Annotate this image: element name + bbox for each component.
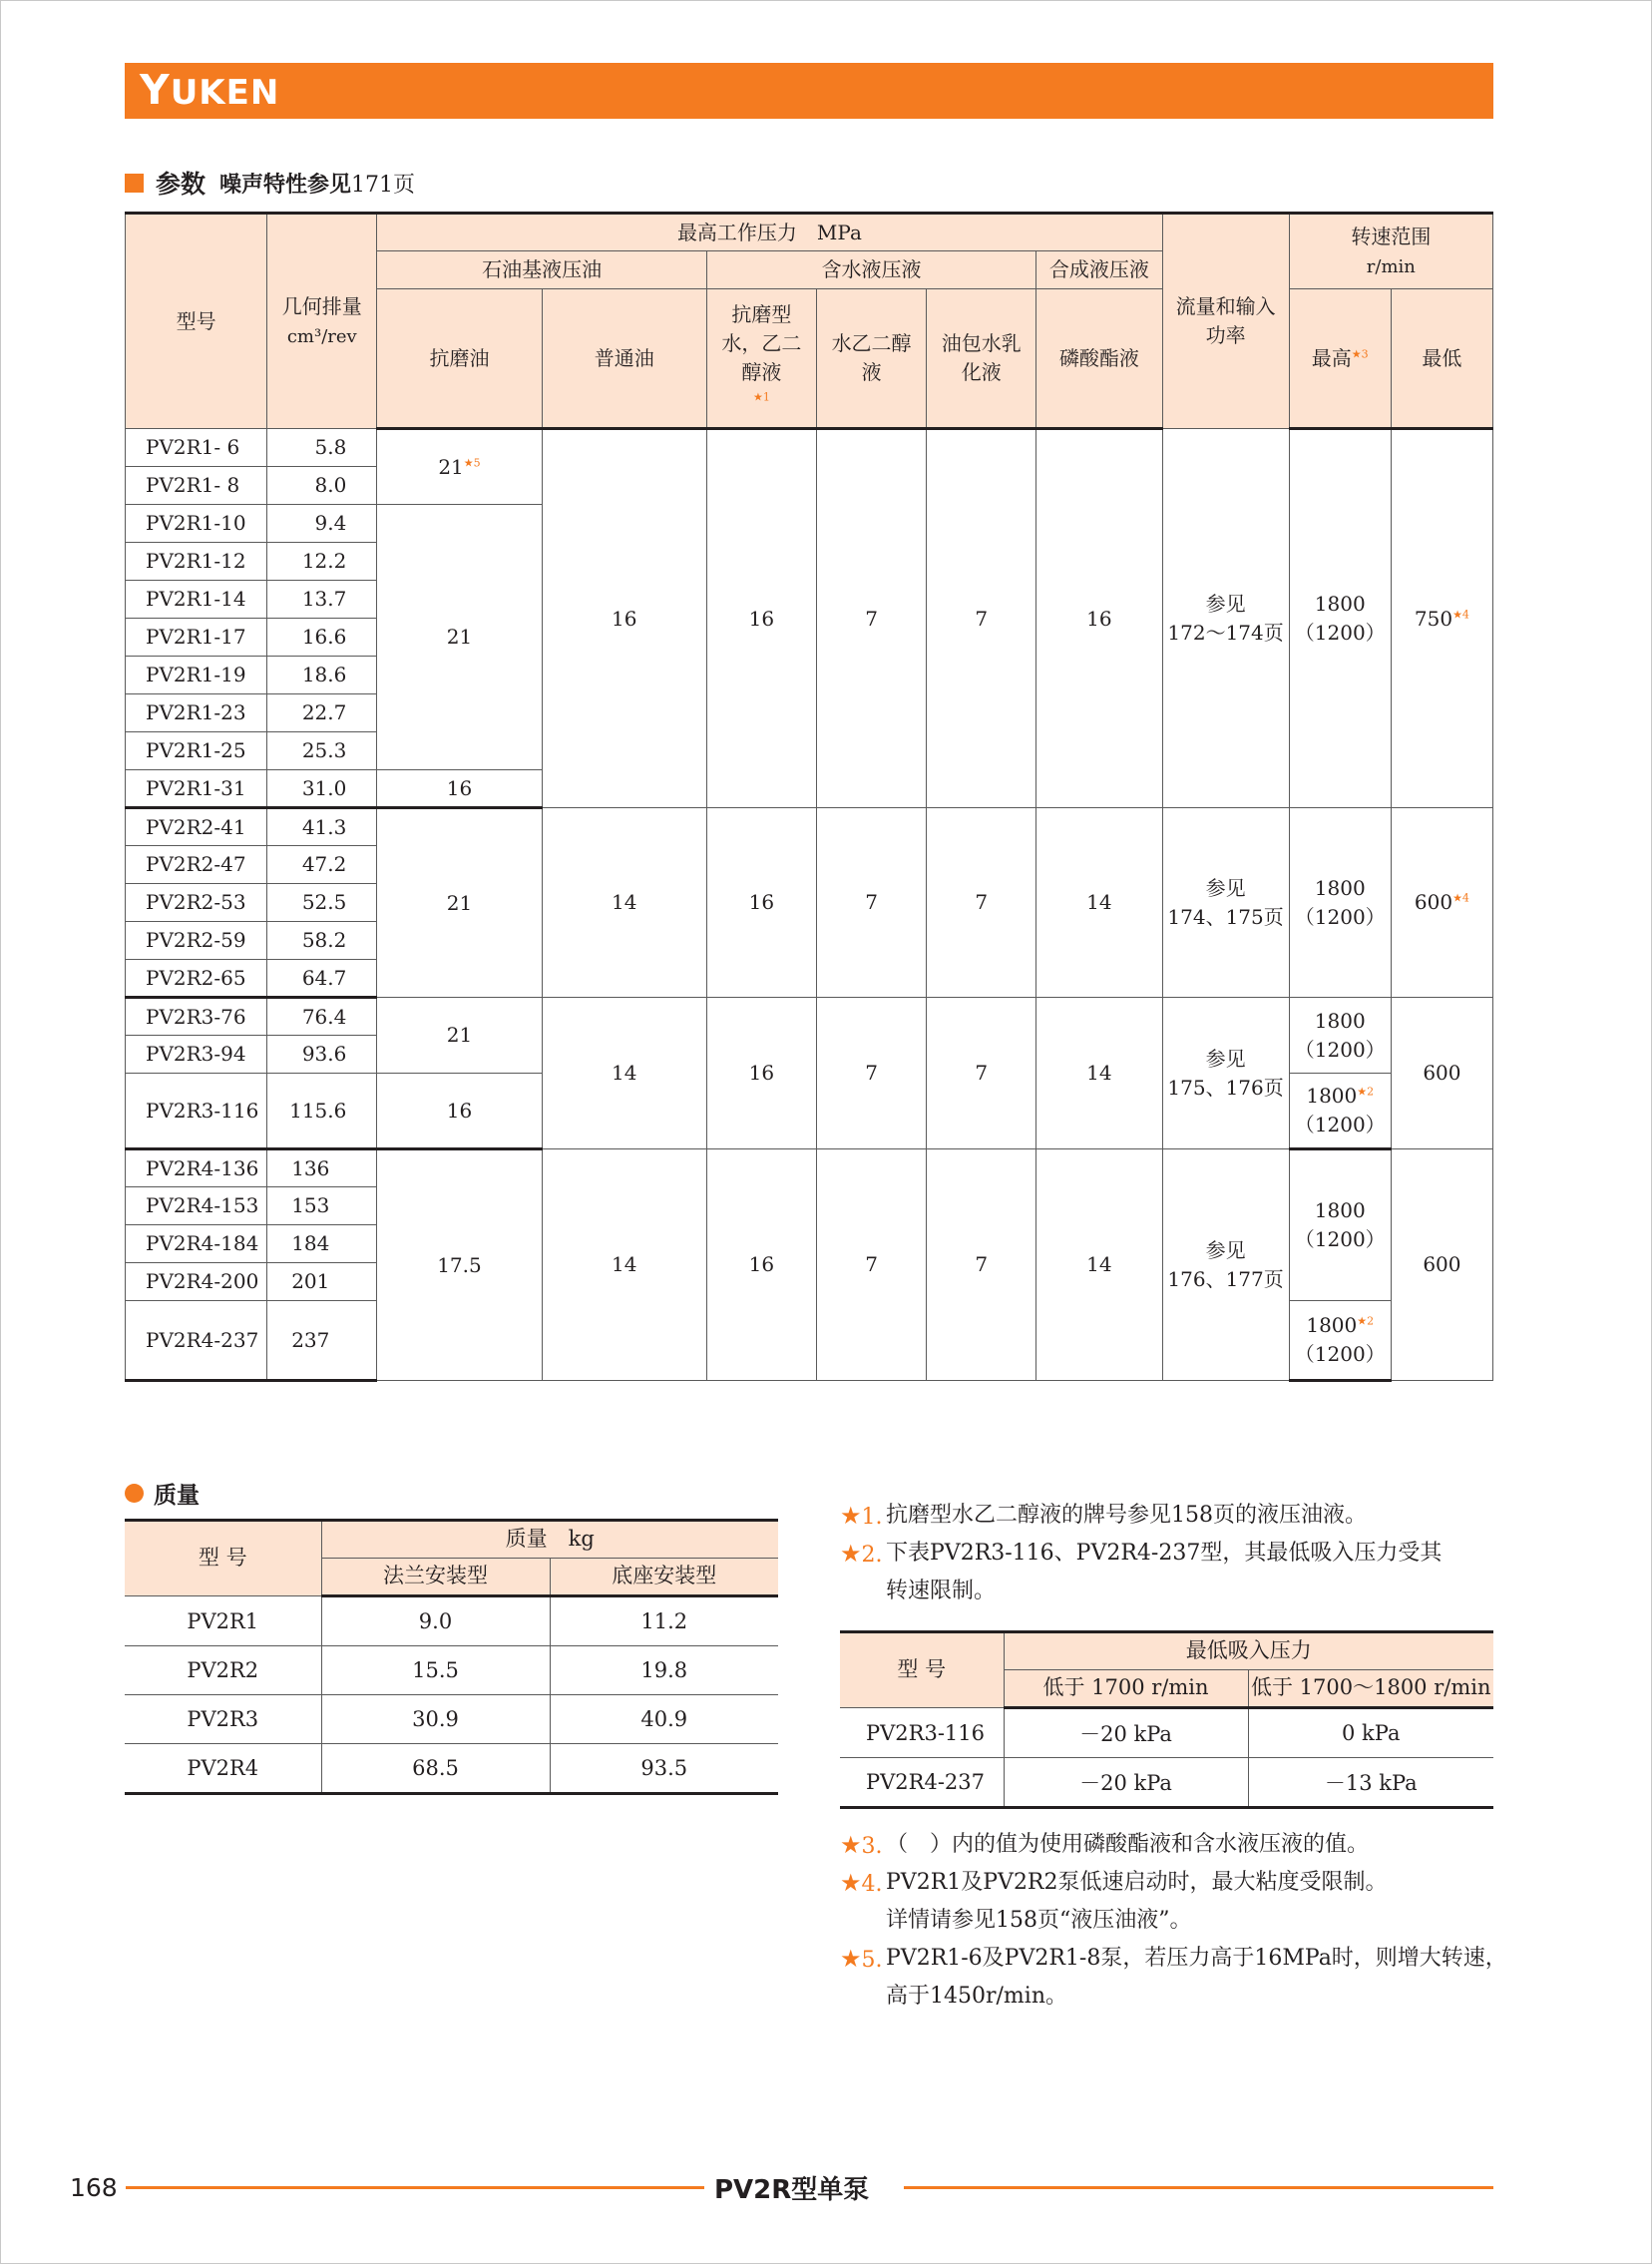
flow-cell [1162,429,1289,808]
note-number: 5. [861,1948,883,1973]
star-3: ★3 [1351,346,1369,360]
displacement-unit: cm³/rev [286,325,357,347]
note-text [886,1535,1442,1610]
phosphate-cell: 14 [1036,998,1162,1149]
speed-max-cell [1289,1074,1391,1149]
displacement-name: 几何排量 [281,293,362,318]
header-phosphate: 磷酸酯液 [1036,289,1162,429]
suction-header-model: 型 号 [840,1632,1004,1708]
star-2: ★2 [1357,1314,1375,1328]
speed-max-paren: （1200） [1294,904,1386,929]
note-number: 3. [861,1834,883,1859]
mass-flange-cell: 30.9 [321,1695,550,1744]
antiwear-value: 21 [438,454,464,479]
section-title-label: 参数 [156,170,206,199]
star-4: ★4 [1452,607,1469,621]
section-title [125,165,415,201]
speed-max-value: 1800 [1314,1198,1366,1222]
note-5 [840,1940,1507,2016]
antiwear-cell: 21 [377,808,542,998]
footer-title: PV2R型单泵 [714,2175,870,2205]
flow-ref-pages: 172～174页 [1167,620,1284,645]
ordinary-cell: 16 [542,429,706,808]
model-cell: PV2R1- 6 [126,429,267,467]
speed-max-paren: （1200） [1294,1037,1386,1062]
emulsion-cell: 7 [927,998,1036,1149]
suction-model-cell: PV2R4-237 [840,1758,1004,1808]
model-cell: PV2R1-31 [126,770,267,808]
note-number: 4. [861,1872,883,1897]
table-row [840,1758,1493,1808]
mass-foot-cell: 11.2 [550,1596,778,1646]
mass-header-model: 型 号 [125,1521,321,1596]
displacement-cell: 52.5 [267,884,377,922]
mass-title-label: 质量 [154,1483,200,1509]
speed-max-paren: （1200） [1294,1342,1386,1366]
displacement-cell: 136 [267,1149,377,1187]
suction-header-low: 低于 1700 r/min [1004,1670,1248,1708]
header-emulsion [927,289,1036,429]
displacement-cell: 201 [267,1263,377,1301]
suction-pressure-table [840,1630,1493,1809]
antiwear-cell: 17.5 [377,1149,542,1381]
speed-min-cell: 600 [1391,998,1492,1149]
note-page: 171页 [351,172,416,198]
suction-high-cell: 0 kPa [1248,1708,1493,1758]
note-text: （ ）内的值为使用磷酸酯液和含水液压液的值。 [886,1832,1370,1857]
yuken-banner [125,63,1493,119]
displacement-cell: 18.6 [267,657,377,694]
model-cell: PV2R1-10 [126,505,267,543]
glycol-cell: 7 [816,998,926,1149]
table-row [126,1149,1493,1187]
emulsion-label: 油包水乳化液 [941,331,1022,384]
table-row [125,1646,778,1695]
antiwear-cell: 16 [377,1074,542,1149]
flow-power-label: 流量和输入功率 [1175,294,1276,347]
displacement-cell: 184 [267,1225,377,1263]
speed-max-cell [1289,998,1391,1074]
displacement-cell: 16.6 [267,619,377,657]
displacement-cell: 5.8 [267,429,377,467]
mass-flange-cell: 15.5 [321,1646,550,1695]
header-flow-power [1162,214,1289,429]
model-cell: PV2R1-17 [126,619,267,657]
flow-ref-label: 参见 [1205,1237,1246,1262]
header-aw-glycol [706,289,816,429]
flow-ref-label: 参见 [1205,875,1246,900]
flow-ref-label: 参见 [1205,591,1246,616]
section-title-note [219,168,415,199]
star-1: ★1 [752,390,770,404]
displacement-cell: 47.2 [267,846,377,884]
speed-max-paren: （1200） [1294,621,1386,645]
displacement-cell: 237 [267,1301,377,1381]
mass-header-mass: 质量 kg [321,1521,778,1559]
parameter-table [125,212,1493,1382]
table-row [840,1708,1493,1758]
antiwear-cell [377,429,542,505]
mass-model-cell: PV2R3 [125,1695,321,1744]
table-row [125,1596,778,1646]
header-antiwear: 抗磨油 [377,289,542,429]
displacement-cell: 64.7 [267,960,377,998]
suction-low-cell: －20 kPa [1004,1758,1248,1808]
displacement-cell: 153 [267,1187,377,1225]
model-cell: PV2R2-53 [126,884,267,922]
mass-foot-cell: 93.5 [550,1744,778,1794]
antiwear-cell: 16 [377,770,542,808]
speed-max-cell [1289,1301,1391,1381]
mass-model-cell: PV2R2 [125,1646,321,1695]
model-cell: PV2R1- 8 [126,467,267,505]
speed-max-label: 最高 [1311,345,1352,370]
speed-max-value: 1800 [1314,1008,1366,1033]
orange-dot-icon [125,1484,144,1503]
model-cell: PV2R2-41 [126,808,267,846]
suction-low-cell: －20 kPa [1004,1708,1248,1758]
header-petroleum: 石油基液压油 [377,251,706,289]
ordinary-cell: 14 [542,1149,706,1381]
aw-glycol-cell: 16 [706,429,816,808]
mass-model-cell: PV2R4 [125,1744,321,1794]
page-number: 168 [70,2173,118,2202]
displacement-cell: 22.7 [267,694,377,732]
model-cell: PV2R4-200 [126,1263,267,1301]
model-cell: PV2R1-25 [126,732,267,770]
displacement-cell: 9.4 [267,505,377,543]
aw-glycol-label: 抗磨型水，乙二醇液 [721,302,802,384]
suction-model-cell: PV2R3-116 [840,1708,1004,1758]
mass-header-foot: 底座安装型 [550,1559,778,1596]
mass-foot-cell: 19.8 [550,1646,778,1695]
emulsion-cell: 7 [927,429,1036,808]
note-line: 详情请参见158页“液压油液”。 [886,1908,1192,1933]
mass-flange-cell: 9.0 [321,1596,550,1646]
table-row [126,998,1493,1036]
model-cell: PV2R1-23 [126,694,267,732]
speed-max-cell [1289,808,1391,998]
flow-cell [1162,998,1289,1149]
water-glycol-label: 水乙二醇液 [831,331,912,384]
model-cell: PV2R3-116 [126,1074,267,1149]
emulsion-cell: 7 [927,808,1036,998]
glycol-cell: 7 [816,808,926,998]
note-marker: ★3. [840,1831,883,1859]
speed-max-paren: （1200） [1294,1113,1386,1136]
speed-unit: r/min [1366,255,1416,277]
mass-foot-cell: 40.9 [550,1695,778,1744]
header-synthetic: 合成液压液 [1036,251,1162,289]
mass-header-flange: 法兰安装型 [321,1559,550,1596]
phosphate-cell: 14 [1036,1149,1162,1381]
speed-max-paren: （1200） [1294,1227,1386,1251]
displacement-cell: 25.3 [267,732,377,770]
ordinary-cell: 14 [542,998,706,1149]
displacement-cell: 76.4 [267,998,377,1036]
speed-max-value: 1800 [1314,875,1366,900]
model-cell: PV2R1-12 [126,543,267,581]
table-row [125,1744,778,1794]
orange-square-icon [125,174,144,193]
speed-max-value: 1800 [1314,592,1366,616]
model-cell: PV2R2-59 [126,922,267,960]
table-row [126,429,1493,467]
mass-model-cell: PV2R1 [125,1596,321,1646]
suction-header-pressure: 最低吸入压力 [1004,1632,1493,1670]
displacement-cell: 13.7 [267,581,377,619]
note-number: 1. [861,1505,883,1530]
displacement-cell: 41.3 [267,808,377,846]
model-cell: PV2R3-76 [126,998,267,1036]
footer-rule-right [904,2186,1493,2189]
table-row [126,808,1493,846]
model-cell: PV2R2-47 [126,846,267,884]
flow-ref-pages: 176、177页 [1167,1266,1284,1291]
speed-max-value: 1800 [1306,1313,1358,1337]
model-cell: PV2R1-19 [126,657,267,694]
antiwear-cell: 21 [377,998,542,1074]
displacement-cell: 93.6 [267,1036,377,1074]
header-speed-max [1289,289,1391,429]
displacement-cell: 58.2 [267,922,377,960]
header-speed-min: 最低 [1391,289,1492,429]
note-line: PV2R1-6及PV2R1-8泵，若压力高于16MPa时，则增大转速， [886,1946,1507,1971]
speed-min-cell [1391,429,1492,808]
header-speed-range [1289,214,1492,289]
displacement-cell: 12.2 [267,543,377,581]
speed-max-cell [1289,429,1391,808]
note-1 [840,1497,1367,1537]
star-2: ★2 [1357,1085,1375,1099]
speed-min-cell: 600 [1391,1149,1492,1381]
note-marker: ★4. [840,1869,883,1897]
note-marker: ★1. [840,1502,883,1530]
displacement-cell: 8.0 [267,467,377,505]
header-model: 型号 [126,214,267,429]
note-number: 2. [861,1543,883,1568]
note-marker: ★5. [840,1945,883,1973]
speed-min-value: 600 [1414,890,1453,914]
note-line: 下表PV2R3-116、PV2R4-237型，其最低吸入压力受其 [886,1541,1443,1566]
displacement-cell: 31.0 [267,770,377,808]
speed-min-value: 750 [1414,606,1453,631]
flow-cell [1162,1149,1289,1381]
phosphate-cell: 16 [1036,429,1162,808]
glycol-cell: 7 [816,429,926,808]
note-marker: ★2. [840,1540,883,1568]
model-cell: PV2R4-153 [126,1187,267,1225]
note-text [886,1940,1507,2016]
header-water-glycol [816,289,926,429]
note-2 [840,1535,1442,1610]
flow-ref-pages: 175、176页 [1167,1075,1284,1100]
star-5: ★5 [463,455,481,469]
header-displacement [267,214,377,429]
displacement-cell: 115.6 [267,1074,377,1149]
footer-rule-left [126,2186,704,2189]
ordinary-cell: 14 [542,808,706,998]
note-line: 转速限制。 [886,1579,997,1603]
aw-glycol-cell: 16 [706,998,816,1149]
model-cell: PV2R1-14 [126,581,267,619]
antiwear-cell: 21 [377,505,542,770]
suction-header-high: 低于 1700～1800 r/min [1248,1670,1493,1708]
model-cell: PV2R4-184 [126,1225,267,1263]
note-3 [840,1826,1369,1866]
mass-section-title [125,1477,200,1510]
note-prefix: 噪声特性参见 [219,172,352,198]
note-line: PV2R1及PV2R2泵低速启动时，最大粘度受限制。 [886,1870,1388,1895]
header-max-pressure: 最高工作压力 MPa [377,214,1162,251]
speed-max-value: 1800 [1306,1084,1358,1108]
emulsion-cell: 7 [927,1149,1036,1381]
note-4 [840,1864,1388,1940]
note-line: 高于1450r/min。 [886,1984,1067,2009]
model-cell: PV2R3-94 [126,1036,267,1074]
speed-range-label: 转速范围 [1351,224,1432,248]
phosphate-cell: 14 [1036,808,1162,998]
glycol-cell: 7 [816,1149,926,1381]
header-ordinary: 普通油 [542,289,706,429]
note-text: 抗磨型水乙二醇液的牌号参见158页的液压油液。 [886,1503,1367,1528]
header-water-based: 含水液压液 [706,251,1035,289]
star-4: ★4 [1452,891,1469,905]
aw-glycol-cell: 16 [706,808,816,998]
flow-ref-label: 参见 [1205,1046,1246,1071]
flow-ref-pages: 174、175页 [1167,904,1284,929]
note-text [886,1864,1388,1940]
mass-table [125,1519,778,1795]
yuken-logo: YUKEN [140,66,280,114]
flow-cell [1162,808,1289,998]
table-row [125,1695,778,1744]
model-cell: PV2R2-65 [126,960,267,998]
model-cell: PV2R4-237 [126,1301,267,1381]
model-cell: PV2R4-136 [126,1149,267,1187]
speed-min-cell [1391,808,1492,998]
aw-glycol-cell: 16 [706,1149,816,1381]
mass-flange-cell: 68.5 [321,1744,550,1794]
suction-high-cell: －13 kPa [1248,1758,1493,1808]
speed-max-cell [1289,1149,1391,1301]
